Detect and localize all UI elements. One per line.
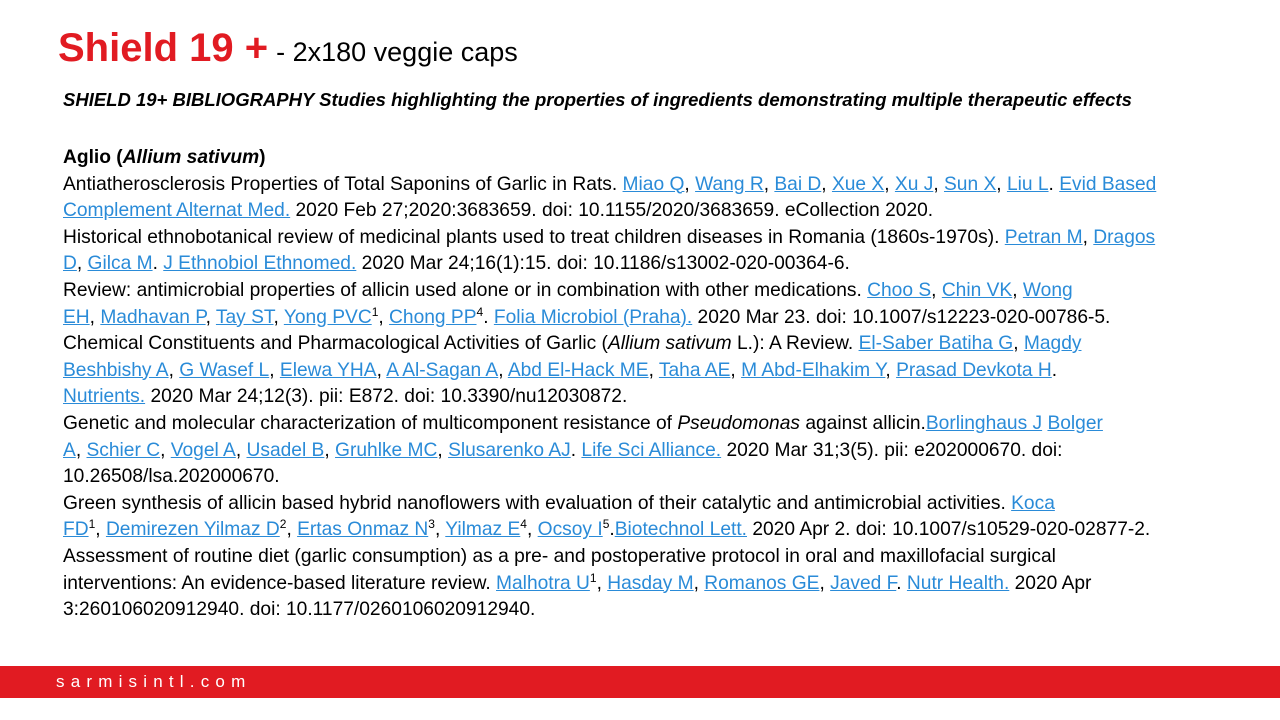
section-heading xyxy=(63,145,1275,172)
reference-link[interactable]: Koca xyxy=(1011,492,1055,514)
reference-line xyxy=(63,597,1275,624)
reference-link[interactable]: EH xyxy=(63,306,90,328)
product-name: Shield 19 + xyxy=(58,26,269,70)
reference-text: , xyxy=(89,306,101,328)
reference-line xyxy=(63,278,1275,305)
reference-link[interactable]: Magdy xyxy=(1023,333,1082,355)
reference-text: , xyxy=(498,359,508,381)
reference-link[interactable]: Hasday M xyxy=(607,572,694,594)
italic-text: Pseudomonas xyxy=(677,412,800,434)
italic-text: Allium sativum xyxy=(607,333,732,355)
reference-text: , xyxy=(434,519,446,541)
reference-text: Assessment of routine diet (garlic consumption) as a pre- and postoperative protocol in oral and maxillofacial surgical xyxy=(63,545,1056,567)
reference-text: . xyxy=(609,519,615,541)
reference-link[interactable]: El-Saber Batiha G xyxy=(858,333,1014,355)
reference-link[interactable]: Nutrients. xyxy=(63,386,146,408)
reference-text: , xyxy=(437,439,449,461)
reference-text: , xyxy=(1013,333,1024,355)
reference-text: , xyxy=(324,439,336,461)
reference-link[interactable]: Evid Based xyxy=(1059,173,1157,195)
reference-text: interventions: An evidence-based literature review. xyxy=(63,572,497,594)
reference-list xyxy=(63,172,1275,624)
reference-link[interactable]: Dragos xyxy=(1093,226,1156,248)
reference-line xyxy=(63,571,1275,598)
reference-link[interactable]: Ocsoy I xyxy=(537,519,603,541)
reference-text: , xyxy=(286,519,298,541)
reference-line xyxy=(63,172,1275,199)
reference-line xyxy=(63,491,1275,518)
reference-text: , xyxy=(763,173,775,195)
affiliation-superscript: 5 xyxy=(602,517,610,532)
reference-link[interactable]: Wong xyxy=(1022,279,1073,301)
reference-text: , xyxy=(273,306,284,328)
reference-line xyxy=(63,198,1275,225)
reference-line xyxy=(63,358,1275,385)
reference-link[interactable]: Javed F xyxy=(830,572,897,594)
reference-text: , xyxy=(1082,226,1094,248)
reference-text: , xyxy=(95,519,106,541)
reference-text: , xyxy=(931,279,942,301)
reference-text: , xyxy=(160,439,171,461)
reference-link[interactable]: Sun X xyxy=(943,173,997,195)
reference-line xyxy=(63,331,1275,358)
reference-text: 2020 Mar 24;16(1):15. doi: 10.1186/s13002-020-00364-6. xyxy=(356,253,850,275)
reference-text: 10.26508/lsa.202000670. xyxy=(63,466,280,488)
reference-text: 3:260106020912940. doi: 10.1177/0260106020912940. xyxy=(63,599,536,621)
reference-text: , xyxy=(1012,279,1023,301)
reference-link[interactable]: FD xyxy=(63,519,89,541)
reference-text: L.): A Review. xyxy=(731,333,859,355)
reference-text: , xyxy=(235,439,247,461)
reference-text: , xyxy=(168,359,180,381)
page-title xyxy=(58,26,518,71)
reference-link[interactable]: Schier C xyxy=(86,439,161,461)
reference-text: 2020 Mar 31;3(5). pii: e202000670. doi: xyxy=(721,439,1063,461)
footer-website: sarmisintl.com xyxy=(56,672,252,691)
reference-text: 2020 Mar 23. doi: 10.1007/s12223-020-00786-5. xyxy=(692,306,1111,328)
reference-line xyxy=(63,251,1275,278)
reference-text: , xyxy=(205,306,216,328)
reference-text: . xyxy=(570,439,582,461)
reference-link[interactable]: Bai D xyxy=(774,173,822,195)
reference-link[interactable]: Chong PP xyxy=(389,306,477,328)
reference-link[interactable]: Borlinghaus J xyxy=(925,412,1043,434)
reference-text: , xyxy=(819,572,831,594)
reference-link[interactable]: Miao Q xyxy=(622,173,685,195)
reference-link[interactable]: Xu J xyxy=(894,173,934,195)
reference-text: against allicin. xyxy=(799,412,926,434)
reference-link[interactable]: J Ethnobiol Ethnomed. xyxy=(163,253,357,275)
reference-link[interactable]: Tay ST xyxy=(215,306,274,328)
affiliation-superscript: 3 xyxy=(428,517,435,532)
reference-line xyxy=(63,384,1275,411)
reference-link[interactable]: Wang R xyxy=(695,173,764,195)
reference-link[interactable]: G Wasef L xyxy=(179,359,270,381)
reference-text: , xyxy=(269,359,280,381)
reference-link[interactable]: Yilmaz E xyxy=(445,519,521,541)
bibliography-title: SHIELD 19+ BIBLIOGRAPHY Studies highlighting the properties of ingredients demonstrating multiple therapeutic effects xyxy=(63,89,1132,110)
reference-text: . xyxy=(152,253,164,275)
reference-text: Green synthesis of allicin based hybrid nanoflowers with evaluation of their catalytic and antimicrobial activities. xyxy=(63,492,1012,514)
reference-link[interactable]: A xyxy=(63,439,76,461)
section-close: ) xyxy=(259,147,266,168)
reference-link[interactable]: Slusarenko AJ xyxy=(448,439,571,461)
reference-text: 2020 Feb 27;2020:3683659. doi: 10.1155/2020/3683659. eCollection 2020. xyxy=(290,200,934,222)
reference-link[interactable]: Bolger xyxy=(1047,412,1103,434)
reference-text: , xyxy=(933,173,944,195)
reference-link[interactable]: A Al-Sagan A xyxy=(386,359,499,381)
reference-link[interactable]: Demirezen Yilmaz D xyxy=(105,519,280,541)
reference-link[interactable]: M Abd-Elhakim Y xyxy=(741,359,886,381)
reference-text: Antiatherosclerosis Properties of Total Saponins of Garlic in Rats. xyxy=(63,173,623,195)
reference-text: 2020 Mar 24;12(3). pii: E872. doi: 10.3390/nu12030872. xyxy=(145,386,628,408)
affiliation-superscript: 4 xyxy=(476,304,484,319)
reference-link[interactable]: Gruhlke MC xyxy=(335,439,438,461)
reference-text: , xyxy=(76,253,88,275)
affiliation-superscript: 1 xyxy=(371,304,379,319)
reference-link[interactable]: Abd El-Hack ME xyxy=(507,359,649,381)
reference-text: , xyxy=(526,519,538,541)
reference-link[interactable]: Folia Microbiol (Praha). xyxy=(493,306,693,328)
reference-text: Historical ethnobotanical review of medicinal plants used to treat children diseases in Romania (1860s-1970s). xyxy=(63,226,1005,248)
reference-text: , xyxy=(730,359,742,381)
reference-link[interactable]: Life Sci Alliance. xyxy=(581,439,722,461)
reference-link[interactable]: Usadel B xyxy=(246,439,325,461)
reference-line xyxy=(63,517,1275,544)
reference-link[interactable]: Vogel A xyxy=(170,439,236,461)
reference-text: . xyxy=(1051,359,1058,381)
reference-line xyxy=(63,225,1275,252)
reference-link[interactable]: Beshbishy A xyxy=(63,359,169,381)
footer-bar xyxy=(0,666,1280,698)
reference-line xyxy=(63,544,1275,571)
section-latin-name: Allium sativum xyxy=(122,147,260,168)
reference-text: , xyxy=(821,173,832,195)
reference-text: , xyxy=(596,572,608,594)
reference-text: 2020 Apr 2. doi: 10.1007/s10529-020-02877-2. xyxy=(747,519,1151,541)
reference-link[interactable]: Yong PVC xyxy=(283,306,372,328)
reference-link[interactable]: Madhavan P xyxy=(100,306,206,328)
reference-text: , xyxy=(378,306,390,328)
reference-link[interactable]: Choo S xyxy=(867,279,932,301)
reference-link[interactable]: Liu L xyxy=(1006,173,1049,195)
reference-link[interactable]: D xyxy=(63,253,77,275)
reference-text: , xyxy=(884,173,895,195)
section-name: Aglio ( xyxy=(63,147,123,168)
affiliation-superscript: 4 xyxy=(520,517,527,532)
reference-link[interactable]: Malhotra U xyxy=(496,572,590,594)
reference-text: , xyxy=(693,572,705,594)
reference-text: , xyxy=(648,359,659,381)
reference-text: Review: antimicrobial properties of allicin used alone or in combination with other medications. xyxy=(63,279,868,301)
reference-link[interactable]: Biotechnol Lett. xyxy=(614,519,747,541)
reference-link[interactable]: Xue X xyxy=(831,173,885,195)
reference-link[interactable]: Complement Alternat Med. xyxy=(63,200,291,222)
reference-line xyxy=(63,438,1275,465)
reference-text: , xyxy=(75,439,87,461)
reference-link[interactable]: Elewa YHA xyxy=(279,359,377,381)
reference-link[interactable]: Taha AE xyxy=(658,359,731,381)
reference-line xyxy=(63,411,1275,438)
reference-text: Genetic and molecular characterization of multicomponent resistance of xyxy=(63,412,678,434)
reference-link[interactable]: Petran M xyxy=(1004,226,1083,248)
reference-link[interactable]: Prasad Devkota H xyxy=(896,359,1052,381)
affiliation-superscript: 2 xyxy=(279,517,287,532)
affiliation-superscript: 1 xyxy=(88,517,96,532)
reference-text: Chemical Constituents and Pharmacological Activities of Garlic ( xyxy=(63,333,608,355)
reference-text: . xyxy=(896,572,907,594)
reference-text: , xyxy=(684,173,696,195)
reference-link[interactable]: Nutr Health. xyxy=(906,572,1010,594)
reference-link[interactable]: Chin VK xyxy=(941,279,1013,301)
reference-text: . xyxy=(1048,173,1060,195)
affiliation-superscript: 1 xyxy=(589,570,597,585)
bibliography-content xyxy=(63,145,1275,624)
reference-text: , xyxy=(885,359,897,381)
reference-line xyxy=(63,464,1275,491)
product-subtitle: - 2x180 veggie caps xyxy=(276,37,518,67)
reference-link[interactable]: Ertas Onmaz N xyxy=(297,519,429,541)
reference-text: , xyxy=(376,359,387,381)
reference-text: . xyxy=(483,306,494,328)
reference-link[interactable]: Gilca M xyxy=(87,253,153,275)
reference-text: , xyxy=(996,173,1007,195)
reference-line xyxy=(63,305,1275,332)
reference-text: 2020 Apr xyxy=(1009,572,1092,594)
reference-link[interactable]: Romanos GE xyxy=(704,572,820,594)
